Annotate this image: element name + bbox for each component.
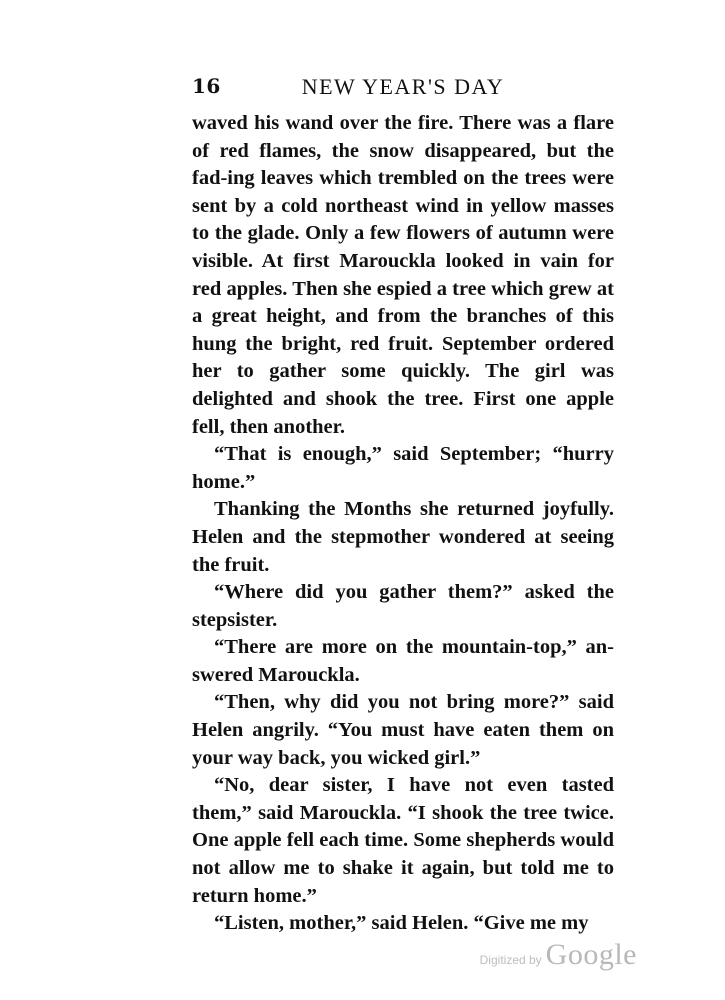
- page-header: [192, 74, 614, 104]
- paragraph: “That is enough,” said September; “hurry home.”: [192, 443, 614, 493]
- running-head: NEW YEAR'S DAY: [301, 74, 505, 99]
- body-text: [192, 110, 614, 938]
- paragraph: Thanking the Months she returned joyfully. Helen and the stepmother wondered at seeing the fruit.: [192, 498, 614, 576]
- paragraph: “Where did you gather them?” asked the stepsister.: [192, 581, 614, 631]
- page-number: 16: [192, 74, 221, 98]
- paragraph: “No, dear sister, I have not even tasted them,” said Marouckla. “I shook the tree twice. One apple fell each time. Some shepherds would not allow me to shake it again, but told me to return home.”: [192, 774, 614, 907]
- google-logo: Google: [545, 938, 637, 971]
- paragraph: “There are more on the mountain-top,” an-swered Marouckla.: [192, 636, 614, 686]
- digitized-watermark: [480, 938, 637, 972]
- digitized-label: Digitized by: [479, 953, 542, 967]
- paragraph: “Listen, mother,” said Helen. “Give me my: [214, 912, 589, 935]
- paragraph: “Then, why did you not bring more?” said Helen angrily. “You must have eaten them on your way back, you wicked girl.”: [192, 691, 614, 769]
- paragraph: waved his wand over the fire. There was a flare of red flames, the snow disappeared, but the fad-ing leaves which trembled on the trees were sent by a cold northeast wind in yellow masses to the glade. Only a few flowers of autumn were visible. At first Marouckla looked in vain for red apples. Then she espied a tree which grew at a great height, and from the branches of this hung the bright, red fruit. September ordered her to gather some quickly. The girl was delighted and shook the tree. First one apple fell, then another.: [192, 112, 614, 438]
